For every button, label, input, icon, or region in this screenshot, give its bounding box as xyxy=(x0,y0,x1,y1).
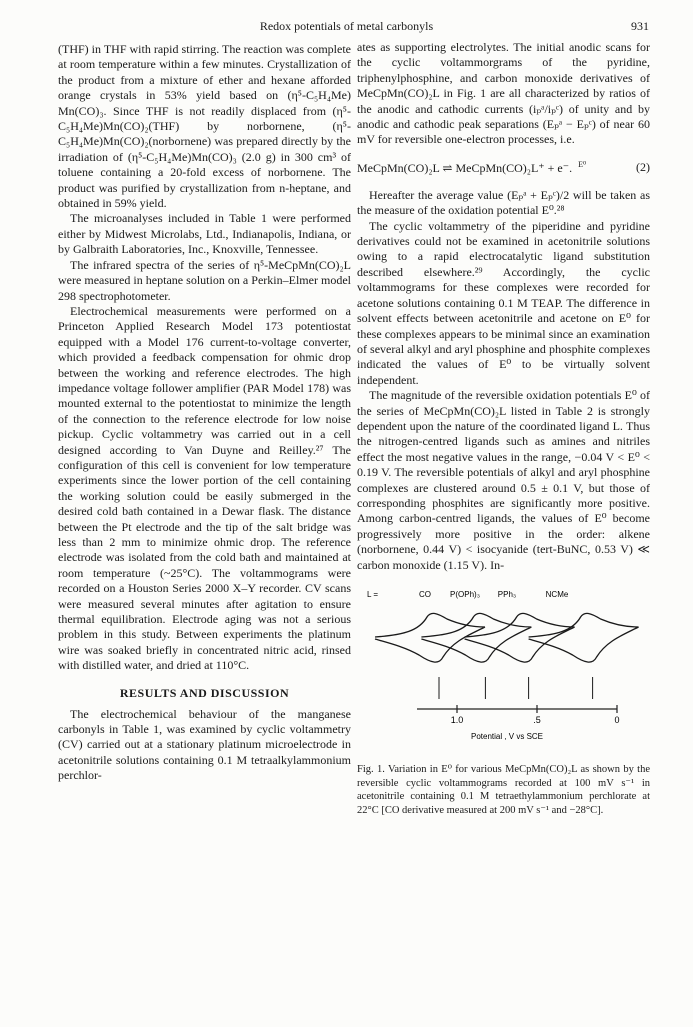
equation-arrow-label: E⁰ xyxy=(578,159,587,169)
cv-curve-0 xyxy=(375,613,485,662)
ligand-prefix: L = xyxy=(367,590,379,599)
figure-caption: Fig. 1. Variation in E⁰ for various MeCpMn(CO)₂L as shown by the reversible cyclic voltammograms recorded at 100 mV s⁻¹ in acetonitrile containing 0.1 M tetraethylammonium perchlorate at 22°C [CO derivative measured at 200 mV s⁻¹ and −28°C]. xyxy=(357,764,650,816)
axis-label: Potential , V vs SCE xyxy=(470,732,544,741)
figure-1 xyxy=(357,583,650,759)
cv-curve-3 xyxy=(529,613,639,662)
running-header: Redox potentials of metal carbonyls xyxy=(259,19,434,33)
left-paragraph-microanalyses: The microanalyses included in Table 1 were performed either by Midwest Microlabs, Ltd., Indianapolis, Indiana, or by Galbraith Laboratories, Inc., Knoxville, Tennessee. xyxy=(58,211,351,257)
ligand-label-2: PPh₃ xyxy=(497,590,517,599)
equation-body xyxy=(357,160,586,176)
axis-tick-label-1: .5 xyxy=(533,715,541,725)
left-paragraph-infrared: The infrared spectra of the series of η⁵-MeCpMn(CO)₂L were measured in heptane solution on a Perkin–Elmer model 298 spectrophotometer. xyxy=(58,257,351,303)
left-paragraph-electrochemical: Electrochemical measurements were performed on a Princeton Applied Research Model 173 potentiostat equipped with a Model 176 current-to-voltage converter, which provided a feedback compensation for ohmic drop between the working and reference electrodes. The high impedance voltage follower amplifier (PAR Model 178) was mounted external to the potentiostat to minimize the length of the connection to the reference electrode for low noise pickup. Cyclic voltammetry was carried out in a cell designed according to Van Duyne and Reilley.²⁷ The configuration of this cell is convenient for low temperature experiments since the lower portion of the cell containing the working solution could be easily submerged in the desired cold bath contained in a Dewar flask. The distance between the Pt electrode and the tip of the salt bridge was less than 2 mm to minimize ohmic drop. The reference electrode was isolated from the cold bath and maintained at room temperature (~25°C). The voltammograms were recorded on a Houston Series 2000 X–Y recorder. CV scans were measured several minutes after agitation to ensure thermal equilibration. Electrode aging was not a serious problem in this study. Between experiments the platinum wire was soaked briefly in concentrated nitric acid, rinsed with distilled water, and dried at 110°C. xyxy=(58,303,351,673)
left-column xyxy=(58,42,351,784)
axis-tick-label-2: 0 xyxy=(614,715,620,725)
right-paragraph-1: ates as supporting electrolytes. The initial anodic scans for the cyclic voltammorgrams of the pyridine, triphenylphosphine, and carbon monoxide derivatives of MeCpMn(CO)₂L in Fig. 1 are all characterized by ratios of the anodic and cathodic currents (iₚᵃ/iₚᶜ) of unity and by anodic and cathodic peak separations (Eₚᵃ − Eₚᶜ) of near 60 mV for reversible one-electron processes, i.e. xyxy=(357,40,650,147)
right-paragraph-cyclic: The cyclic voltammetry of the piperidine and pyridine derivatives could not be examined in acetonitrile solutions owing to a rapid electrocatalytic ligand substitution described elsewhere.²⁹ Accordingly, the cyclic voltammograms for these complexes were recorded for acetone solutions containing 0.1 M TEAP. The difference in solvent effects between acetonitrile and acetone on E⁰ for these complexes appears to be minimal since an examination of several alkyl and aryl phosphine and phosphite complexes indicated the values of E⁰ to be virtually solvent independent. xyxy=(357,218,650,387)
ligand-label-3: NCMe xyxy=(545,590,569,599)
cv-curve-2 xyxy=(465,613,575,662)
equation-number: (2) xyxy=(636,159,650,174)
axis-tick-label-0: 1.0 xyxy=(450,715,464,725)
voltammogram-plot xyxy=(357,583,650,759)
ligand-label-1: P(OPh)₃ xyxy=(450,590,480,599)
section-heading: RESULTS AND DISCUSSION xyxy=(119,685,290,700)
left-paragraph-1: (THF) in THF with rapid stirring. The reaction was complete at room temperature within a few minutes. Crystallization of the product from a mixture of ether and hexane afforded orange crystals in 53% yield based on (η⁵-C₅H₄Me) Mn(CO)₃. Since THF is not readily displaced from (η⁵-C₅H₄Me)Mn(CO)₂(THF) by norbornene, (η⁵-C₅H₄Me)Mn(CO)₂(norbornene) was prepared directly by the irradiation of (η⁵-C₅H₄Me)Mn(CO)₃ (2.0 g) in 300 cm³ of toluene containing a 20-fold excess of norbornene. The product was purified by crystallization from n-heptane, and obtained in 59% yield. xyxy=(58,42,351,211)
page-number: 931 xyxy=(631,19,649,33)
left-paragraph-results: The electrochemical behaviour of the manganese carbonyls in Table 1, was examined by cyclic voltammetry (CV) carried out at a stationary platinum microelectrode in acetonitrile solutions containing 0.1 M tetraalkylammonium perchlor- xyxy=(58,706,351,783)
right-column xyxy=(357,40,650,817)
equation-text: MeCpMn(CO)₂L ⇌ MeCpMn(CO)₂L⁺ + e⁻. xyxy=(357,160,573,175)
right-paragraph-magnitude: The magnitude of the reversible oxidation potentials E⁰ of the series of MeCpMn(CO)₂L listed in Table 2 is strongly dependent upon the nature of the coordinated ligand L. Thus the nitrogen-centred ligands such as amines and nitriles effect the most negative values in the range, −0.04 V < E⁰ < 0.19 V. The reversible potentials of alkyl and aryl phosphine complexes are clustered around 0.5 ± 0.1 V, but those of corresponding phosphites are significantly more positive. Among carbon-centred ligands, the values of E⁰ become progressively more positive in the order: alkene (norbornene, 0.44 V) < isocyanide (tert-BuNC, 0.53 V) ≪ carbon monoxide (1.15 V). In- xyxy=(357,388,650,572)
right-paragraph-hereafter: Hereafter the average value (Eₚᵃ + Eₚᶜ)/2 will be taken as the measure of the oxidation potential E⁰.²⁸ xyxy=(357,187,650,218)
equation-2 xyxy=(357,160,650,176)
ligand-label-0: CO xyxy=(419,590,431,599)
